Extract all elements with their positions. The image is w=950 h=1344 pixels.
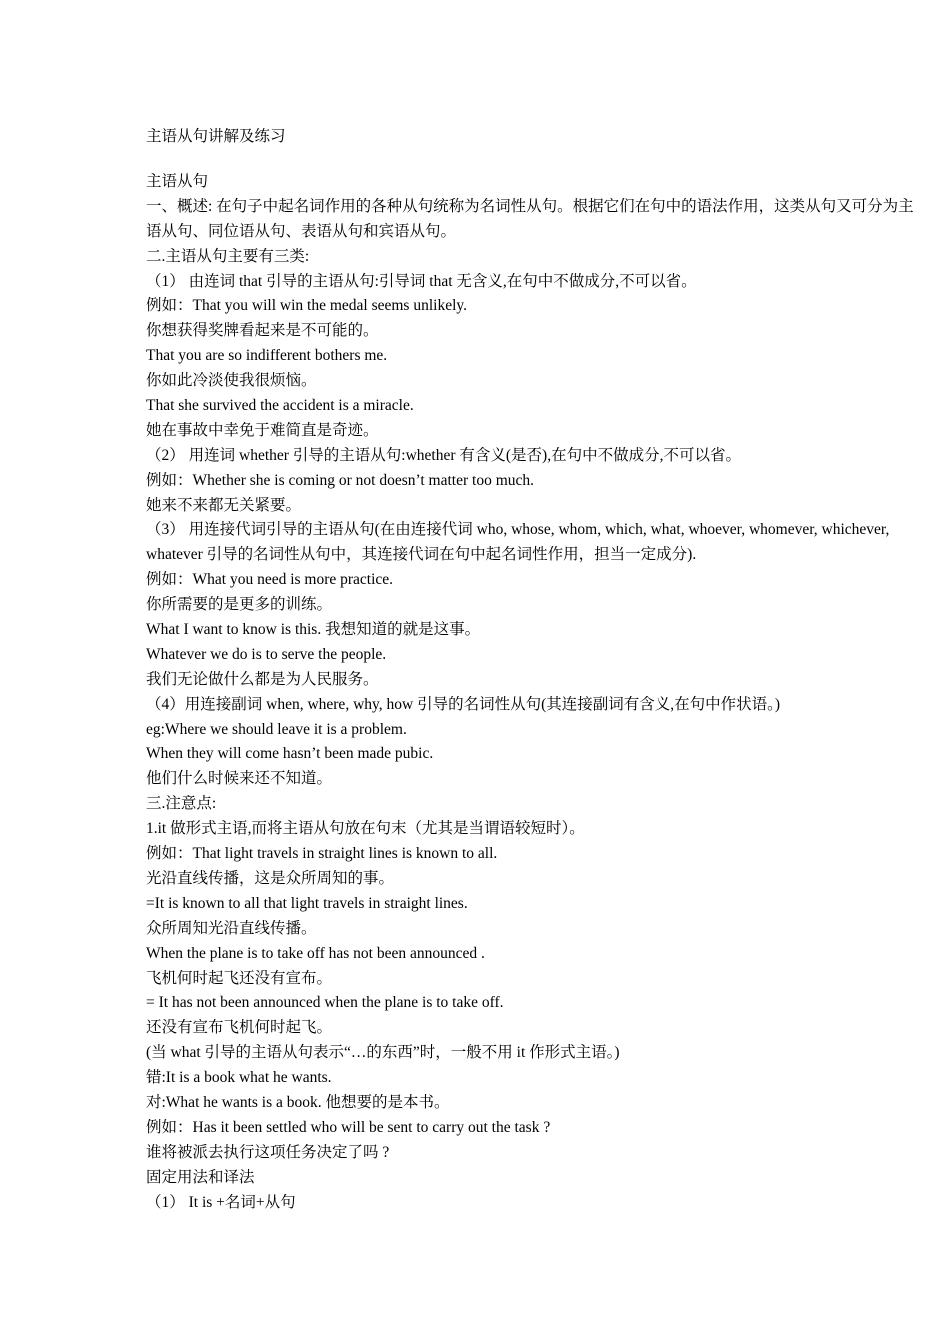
paragraph-line: That she survived the accident is a miracle. — [146, 397, 414, 415]
paragraph-line: 例如：That you will win the medal seems unlikely. — [146, 297, 467, 315]
paragraph-line: 语从句、同位语从句、表语从句和宾语从句。 — [146, 222, 457, 240]
paragraph-line: 众所周知光沿直线传播。 — [146, 919, 317, 937]
paragraph-line: 谁将被派去执行这项任务决定了吗 ? — [146, 1143, 390, 1161]
paragraph-line: 还没有宣布飞机何时起飞。 — [146, 1019, 333, 1037]
paragraph-line: （4）用连接副词 when, where, why, how 引导的名词性从句(其连接副词有含义,在句中作状语。) — [146, 695, 781, 713]
paragraph-line: 主语从句 — [146, 173, 209, 190]
paragraph-line: 二.主语从句主要有三类: — [146, 247, 310, 265]
document-title: 主语从句讲解及练习 — [146, 128, 286, 145]
paragraph-line: （1） It is +名词+从句 — [146, 1193, 296, 1211]
paragraph-line: 例如：That light travels in straight lines is known to all. — [146, 845, 498, 863]
paragraph-line: 1.it 做形式主语,而将主语从句放在句末（尤其是当谓语较短时）。 — [146, 820, 585, 838]
paragraph-line: 我们无论做什么都是为人民服务。 — [146, 670, 379, 688]
paragraph-line: 你如此冷淡使我很烦恼。 — [146, 372, 317, 390]
paragraph-line: 例如：Whether she is coming or not doesn’t matter too much. — [146, 471, 534, 489]
paragraph-line: 三.注意点: — [146, 795, 217, 813]
paragraph-line: 一、概述: 在句子中起名词作用的各种从句统称为名词性从句。根据它们在句中的语法作用，这类从句又可分为主 — [146, 197, 914, 215]
paragraph-line: When they will come hasn’t been made pubic. — [146, 745, 434, 763]
paragraph-line: =It is known to all that light travels in straight lines. — [146, 894, 468, 912]
paragraph-line: 错:It is a book what he wants. — [146, 1069, 332, 1087]
paragraph-line: 例如：What you need is more practice. — [146, 571, 394, 589]
paragraph-line: 例如：Has it been settled who will be sent to carry out the task ? — [146, 1118, 551, 1136]
paragraph-line: 光沿直线传播，这是众所周知的事。 — [146, 869, 395, 887]
paragraph-line: 她在事故中幸免于难简直是奇迹。 — [146, 421, 379, 439]
document-body — [146, 170, 950, 1215]
paragraph-line: 对:What he wants is a book. 他想要的是本书。 — [146, 1093, 450, 1111]
paragraph-line: eg:Where we should leave it is a problem. — [146, 720, 407, 738]
paragraph-line: When the plane is to take off has not been announced . — [146, 944, 485, 962]
paragraph-line: （3） 用连接代词引导的主语从句(在由连接代词 who, whose, whom, which, what, whoever, whomever, whichever, — [146, 521, 890, 539]
paragraph-line: whatever 引导的名词性从句中，其连接代词在句中起名词性作用，担当一定成分). — [146, 546, 697, 564]
paragraph-line: 飞机何时起飞还没有宣布。 — [146, 969, 333, 987]
paragraph-line: 他们什么时候来还不知道。 — [146, 770, 333, 788]
paragraph-line: 你所需要的是更多的训练。 — [146, 596, 333, 614]
paragraph-line: That you are so indifferent bothers me. — [146, 347, 388, 365]
paragraph-line: 固定用法和译法 — [146, 1168, 255, 1186]
paragraph-line: What I want to know is this. 我想知道的就是这事。 — [146, 621, 481, 639]
paragraph-line: Whatever we do is to serve the people. — [146, 645, 387, 663]
paragraph-line: （1） 由连词 that 引导的主语从句:引导词 that 无含义,在句中不做成分,不可以省。 — [146, 272, 697, 290]
paragraph-line: = It has not been announced when the plane is to take off. — [146, 994, 504, 1012]
paragraph-line: 你想获得奖牌看起来是不可能的。 — [146, 322, 379, 340]
paragraph-line: （2） 用连词 whether 引导的主语从句:whether 有含义(是否),在句中不做成分,不可以省。 — [146, 446, 741, 464]
paragraph-line: (当 what 引导的主语从句表示“…的东西”时，一般不用 it 作形式主语。) — [146, 1044, 620, 1062]
paragraph-line: 她来不来都无关紧要。 — [146, 496, 302, 514]
